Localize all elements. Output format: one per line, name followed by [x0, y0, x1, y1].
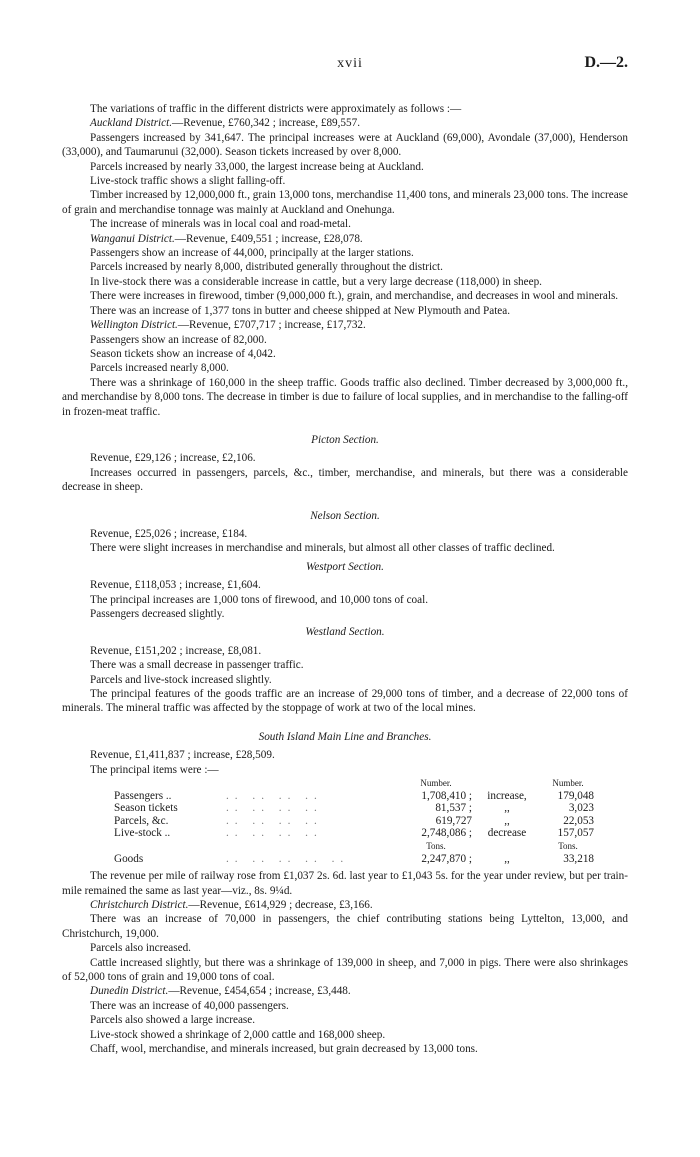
principal-items-table	[112, 777, 596, 865]
item-value: 81,537 ;	[435, 802, 472, 815]
item-value: 2,247,870 ;	[421, 852, 472, 865]
wanganui-line: There was an increase of 1,377 tons in butter and cheese shipped at New Plymouth and Patea.	[90, 304, 511, 317]
leader-dots: .. .. .. ..	[226, 789, 323, 802]
item-value: 619,727	[435, 814, 472, 827]
table-header-row	[112, 777, 596, 790]
dunedin-label: Dunedin District.	[90, 985, 169, 998]
westland-line: The principal features of the goods traffic are an increase of 29,000 tons of timber, and a decrease of 22,000 tons of minerals. The mineral traffic was affected by the stoppage of work at two of the local mines.	[62, 688, 628, 715]
picton-section-title: Picton Section.	[311, 433, 379, 446]
dunedin-heading	[62, 984, 628, 998]
item-difference: 3,023	[568, 802, 594, 815]
item-value: 2,748,086 ;	[421, 827, 472, 840]
wanganui-line: There were increases in firewood, timber (9,000,000 ft.), grain, and merchandise, and decreases in wool and minerals.	[90, 290, 619, 303]
item-change: ,,	[504, 852, 510, 865]
wellington-heading	[62, 318, 628, 332]
column-heading-number: Number.	[552, 778, 584, 789]
table-row	[112, 827, 596, 840]
westland-line: Revenue, £151,202 ; increase, £8,081.	[90, 644, 262, 657]
picton-line: Revenue, £29,126 ; increase, £2,106.	[90, 452, 256, 465]
item-label: Goods	[114, 852, 144, 865]
westport-line: The principal increases are 1,000 tons of firewood, and 10,000 tons of coal.	[90, 593, 429, 606]
leader-dots: .. .. .. ..	[226, 827, 323, 840]
south-island-items-intro: The principal items were :—	[90, 763, 219, 776]
item-difference: 22,053	[563, 814, 594, 827]
auckland-revenue: —Revenue, £760,342 ; increase, £89,557.	[172, 117, 361, 130]
column-heading-number: Number.	[420, 778, 452, 789]
leader-dots: .. .. .. ..	[226, 802, 323, 815]
dunedin-line: Live-stock showed a shrinkage of 2,000 cattle and 168,000 sheep.	[90, 1028, 386, 1041]
westport-line: Passengers decreased slightly.	[90, 608, 225, 620]
wellington-label: Wellington District.	[90, 319, 178, 332]
wanganui-label: Wanganui District.	[90, 232, 175, 245]
item-difference: 157,057	[557, 827, 594, 840]
dunedin-line: Chaff, wool, merchandise, and minerals increased, but grain decreased by 13,000 tons.	[90, 1043, 478, 1056]
auckland-line: Parcels increased by nearly 33,000, the largest increase being at Auckland.	[90, 160, 424, 173]
report-body	[62, 102, 628, 1057]
christchurch-revenue: —Revenue, £614,929 ; decrease, £3,166.	[188, 899, 373, 912]
westland-line: Parcels and live-stock increased slightly.	[90, 673, 272, 686]
item-change: ,,	[504, 802, 510, 815]
christchurch-line: There was an increase of 70,000 in passengers, the chief contributing stations being Lyttelton, 13,000, and Christchurch, 19,000.	[62, 913, 628, 940]
westport-section-title: Westport Section.	[306, 560, 384, 573]
item-difference: 179,048	[557, 789, 594, 802]
south-island-revenue-per-mile: The revenue per mile of railway rose from £1,037 2s. 6d. last year to £1,043 5s. for the year under review, but per train-mile remained the same as last year—viz., 8s. 9¼d.	[62, 870, 628, 897]
intro-paragraph: The variations of traffic in the different districts were approximately as follows :—	[90, 103, 462, 115]
christchurch-label: Christchurch District.	[90, 899, 189, 912]
table-row	[112, 802, 596, 815]
item-label: Passengers ..	[114, 789, 172, 802]
wellington-line: Season tickets show an increase of 4,042.	[90, 347, 276, 360]
table-row	[112, 790, 596, 803]
document-reference: D.—2.	[584, 54, 628, 71]
item-label: Live-stock ..	[114, 827, 171, 840]
christchurch-line: Parcels also increased.	[90, 942, 191, 955]
wanganui-revenue: —Revenue, £409,551 ; increase, £28,078.	[174, 232, 363, 245]
wellington-line: Parcels increased nearly 8,000.	[90, 362, 229, 375]
south-island-revenue: Revenue, £1,411,837 ; increase, £28,509.	[90, 749, 275, 762]
dunedin-revenue: —Revenue, £454,654 ; increase, £3,448.	[168, 985, 351, 998]
auckland-line: Live-stock traffic shows a slight falling-off.	[90, 175, 286, 188]
item-change: increase,	[487, 789, 527, 802]
nelson-section-title: Nelson Section.	[310, 509, 380, 522]
westland-section-title: Westland Section.	[305, 626, 385, 639]
wellington-line: There was a shrinkage of 160,000 in the sheep traffic. Goods traffic also declined. Timber decreased by 3,000,000 ft., and merchandise by 8,000 tons. The decrease in timber is due to failure of local supplies, and in merchandise to the falling-off in frozen-meat traffic.	[62, 376, 628, 418]
nelson-line: There were slight increases in merchandise and minerals, but almost all other classes of traffic declined.	[90, 542, 555, 555]
column-heading-tons: Tons.	[558, 841, 578, 852]
column-heading-tons: Tons.	[426, 841, 446, 852]
auckland-line: Passengers increased by 341,647. The principal increases were at Auckland (69,000), Avondale (37,000), Henderson (33,000), and Taumarunui (32,000). Season tickets increased by over 8,000.	[62, 131, 628, 159]
nelson-line: Revenue, £25,026 ; increase, £184.	[90, 527, 248, 540]
table-row	[112, 853, 596, 866]
christchurch-heading	[62, 898, 628, 912]
dunedin-line: Parcels also showed a large increase.	[90, 1014, 256, 1027]
wanganui-heading	[62, 232, 628, 246]
wellington-revenue: —Revenue, £707,717 ; increase, £17,732.	[177, 319, 366, 332]
item-difference: 33,218	[563, 852, 594, 865]
dunedin-line: There was an increase of 40,000 passengers.	[90, 999, 289, 1012]
wanganui-line: Parcels increased by nearly 8,000, distributed generally throughout the district.	[90, 261, 443, 274]
picton-line: Increases occurred in passengers, parcels, &c., timber, merchandise, and minerals, but there was a considerable decrease in sheep.	[62, 466, 628, 494]
item-value: 1,708,410 ;	[421, 789, 472, 802]
wanganui-line: In live-stock there was a considerable increase in cattle, but a very large decrease (118,000) in sheep.	[90, 275, 542, 288]
leader-dots: .. .. .. ..	[226, 814, 323, 827]
item-change: decrease	[487, 827, 527, 840]
south-island-section-title: South Island Main Line and Branches.	[258, 730, 432, 743]
table-header-row	[112, 840, 596, 853]
auckland-line: The increase of minerals was in local coal and road-metal.	[90, 218, 351, 231]
leader-dots: .. .. .. .. ..	[226, 852, 350, 865]
item-label: Season tickets	[114, 802, 178, 815]
christchurch-line: Cattle increased slightly, but there was a shrinkage of 139,000 in sheep, and 7,000 in pigs. There were also shrinkages of 52,000 tons of grain and 19,000 tons of coal.	[62, 956, 628, 984]
auckland-line: Timber increased by 12,000,000 ft., grain 13,000 tons, merchandise 11,400 tons, and minerals 23,000 tons. The increase of grain and merchandise tonnage was mainly at Auckland and Onehunga.	[62, 189, 628, 216]
item-label: Parcels, &c.	[114, 814, 169, 827]
table-row	[112, 815, 596, 828]
auckland-label: Auckland District.	[90, 117, 173, 130]
westport-line: Revenue, £118,053 ; increase, £1,604.	[90, 579, 261, 592]
page-number: xvii	[337, 56, 363, 71]
wanganui-line: Passengers show an increase of 44,000, principally at the larger stations.	[90, 247, 414, 260]
auckland-heading	[62, 116, 628, 130]
wellington-line: Passengers show an increase of 82,000.	[90, 333, 267, 346]
item-change: ,,	[504, 814, 510, 827]
westland-line: There was a small decrease in passenger traffic.	[90, 659, 304, 672]
